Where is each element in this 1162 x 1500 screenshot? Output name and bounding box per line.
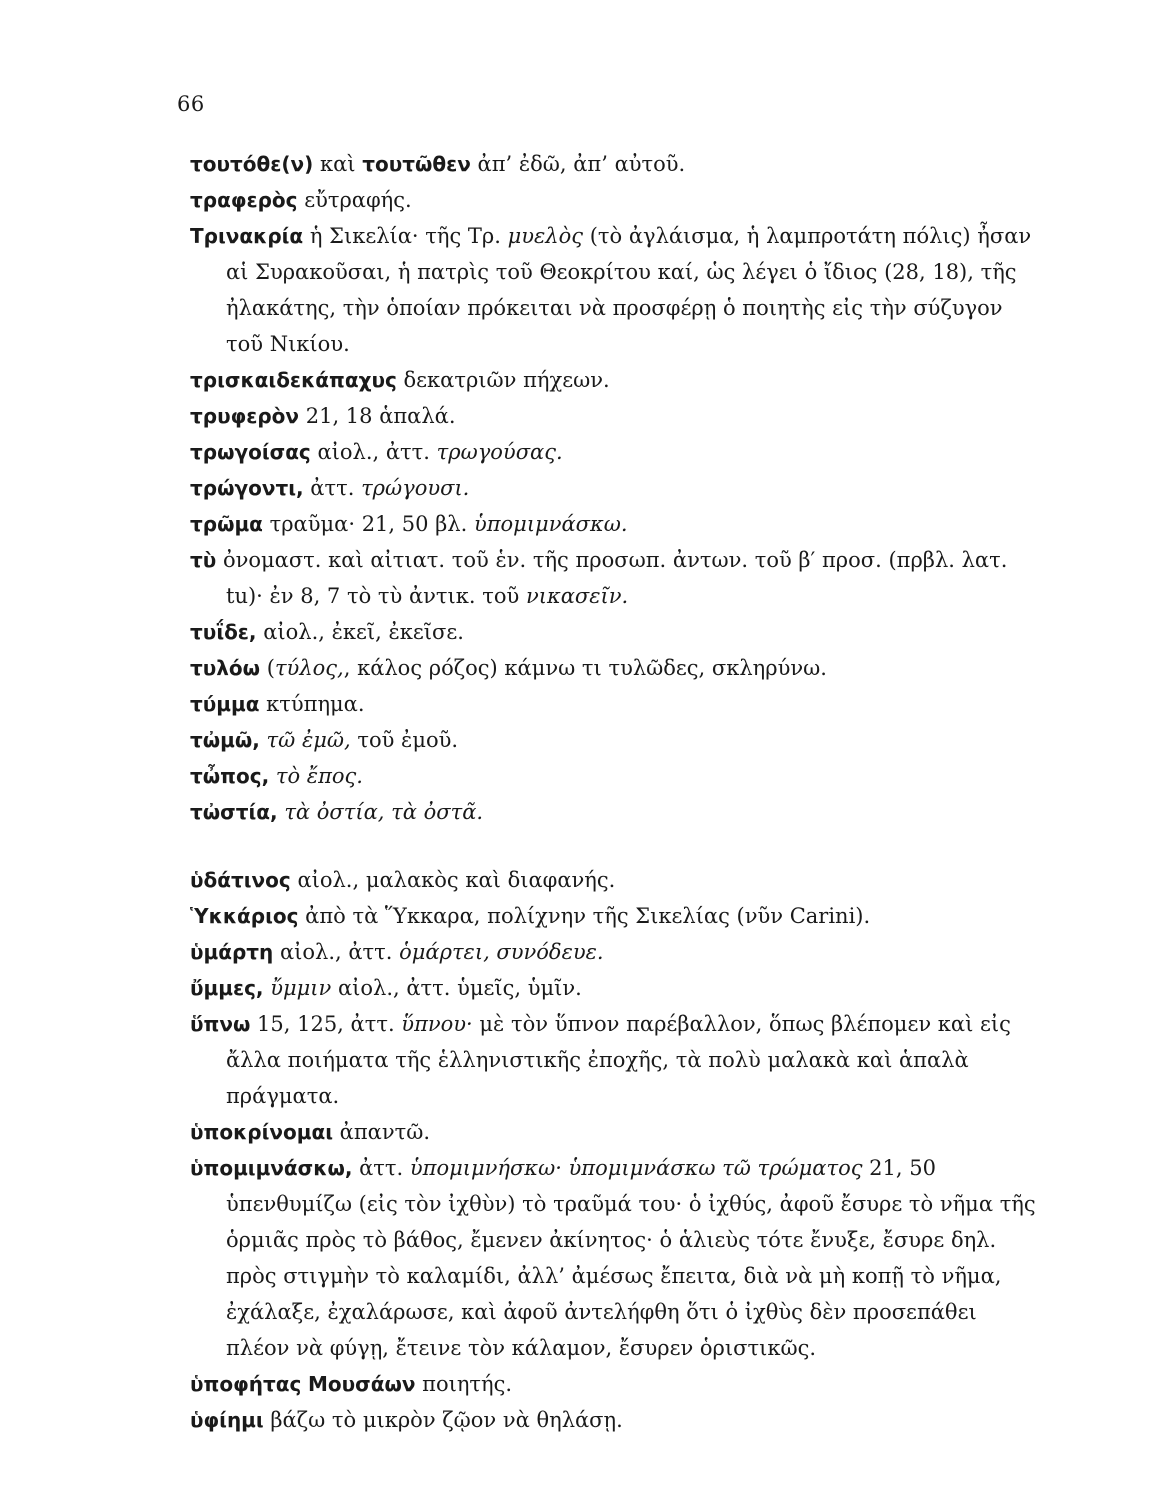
definition: αἰολ., μαλακὸς καὶ διαφανής. <box>290 868 616 892</box>
glossary-entry <box>190 898 1040 934</box>
headword: τρωγοίσας <box>190 440 311 464</box>
glossary-entry <box>190 1114 1040 1150</box>
glossary-entry <box>190 614 1040 650</box>
glossary-entry <box>190 794 1040 830</box>
glossary-entry <box>190 506 1040 542</box>
definition <box>301 1372 308 1396</box>
glossary-entry <box>190 722 1040 758</box>
glossary-entry <box>190 862 1040 898</box>
headword: τὠστία, <box>190 800 278 824</box>
definition-tail: αἰολ., ἀττ. ὑμεῖς, ὑμῖν. <box>331 976 582 1000</box>
headword: τρώγοντι, <box>190 476 304 500</box>
definition-tail: 21, 50 ὑπενθυμίζω (εἰς τὸν ἰχθὺν) τὸ τραῦμά του· ὁ ἰχθύς, ἀφοῦ ἔσυρε τὸ νῆμα τῆς ὁρμιᾶς πρὸς τὸ βάθος, ἔμενεν ἀκίνητος· ὁ ἁλιεὺς τότε ἔνυξε, ἔσυρε δηλ. πρὸς στιγμὴν τὸ καλαμίδι, ἀλλ’ ἀμέσως ἔπειτα, διὰ νὰ μὴ κοπῇ τὸ νῆμα, ἐχάλαξε, ἐχαλάρωσε, καὶ ἀφοῦ ἀντελήφθη ὅτι ὁ ἰχθὺς δὲν προσεπάθει πλέον νὰ φύγῃ, ἔτεινε τὸν κάλαμον, ἔσυρεν ὁριστικῶς. <box>226 1156 1036 1360</box>
definition: εὔτραφής. <box>297 188 412 212</box>
headword: Τρινακρία <box>190 224 304 248</box>
definition: 15, 125, ἀττ. <box>250 1012 402 1036</box>
headword: Ὑκκάριος <box>190 904 299 928</box>
glossary-entry <box>190 218 1040 362</box>
italic-term: τὸ ἔπος. <box>275 764 363 788</box>
definition: ἀττ. <box>352 1156 410 1180</box>
glossary-entry <box>190 1402 1040 1438</box>
headword: τυλόω <box>190 656 261 680</box>
italic-term: νικασεῖν. <box>525 584 629 608</box>
definition-tail: τοῦ ἐμοῦ. <box>350 728 459 752</box>
italic-term: μυελὸς <box>507 224 584 248</box>
glossary-entry <box>190 398 1040 434</box>
italic-term: ὔμμιν <box>270 976 332 1000</box>
definition: αἰολ., ἀττ. <box>310 440 437 464</box>
glossary-entry <box>190 686 1040 722</box>
definition-tail: , κάλος ρόζος) κάμνω τι τυλῶδες, σκληρύνω. <box>343 656 827 680</box>
definition: βάζω τὸ μικρὸν ζῷον νὰ θηλάσῃ. <box>263 1408 623 1432</box>
definition: αἰολ., ἀττ. <box>273 940 400 964</box>
italic-term: τὰ ὀστία, τὰ ὀστᾶ. <box>284 800 484 824</box>
glossary-entry <box>190 182 1040 218</box>
definition: καὶ <box>313 152 363 176</box>
headword: τυΐδε, <box>190 620 257 644</box>
definition-tail: μὲ τὸν ὕπνον παρέβαλλον, ὅπως βλέπομεν καὶ εἰς ἄλλα ποιήματα τῆς ἑλληνιστικῆς ἐποχῆς, τὰ πολὺ μαλακὰ καὶ ἁπαλὰ πράγματα. <box>226 1012 1011 1108</box>
headword: ὑπομιμνάσκω, <box>190 1156 353 1180</box>
headword: τύμμα <box>190 692 260 716</box>
headword: τρισκαιδεκάπαχυς <box>190 368 397 392</box>
italic-term: τύλος, <box>274 656 344 680</box>
headword: τὠμῶ, <box>190 728 260 752</box>
glossary-entry <box>190 758 1040 794</box>
definition: ἀττ. <box>303 476 362 500</box>
glossary-entries <box>190 146 1040 1438</box>
headword-variant: τουτῶθεν <box>362 152 471 176</box>
glossary-entry <box>190 362 1040 398</box>
definition: ὀνομαστ. καὶ αἰτιατ. τοῦ ἑν. τῆς προσωπ. ἀντων. τοῦ β′ προσ. (πρβλ. λατ. tu)· ἐν 8, 7 τὸ τὺ ἀντικ. τοῦ <box>216 548 1008 608</box>
italic-term: ὑπομιμνήσκω· ὑπομιμνάσκω τῶ τρώματος <box>409 1156 863 1180</box>
headword: ὑδάτινος <box>190 868 291 892</box>
glossary-entry <box>190 1150 1040 1366</box>
definition-cont: ποιητής. <box>415 1372 513 1396</box>
headword: τουτόθε(ν) <box>190 152 314 176</box>
italic-term: τρώγουσι. <box>361 476 470 500</box>
glossary-entry <box>190 434 1040 470</box>
definition: κτύπημα. <box>259 692 365 716</box>
definition: ἀπαντῶ. <box>333 1120 431 1144</box>
definition <box>260 728 267 752</box>
headword: ὔμμες, <box>190 976 264 1000</box>
headword-variant: Μουσάων <box>308 1372 416 1396</box>
glossary-entry <box>190 1366 1040 1402</box>
definition: ἡ Σικελία· τῆς Τρ. <box>303 224 508 248</box>
headword: ὑποκρίνομαι <box>190 1120 333 1144</box>
glossary-entry <box>190 542 1040 614</box>
definition: ἀπὸ τὰ Ὕκκαρα, πολίχνην τῆς Σικελίας (νῦν Carini). <box>298 904 871 928</box>
headword: τρυφερὸν <box>190 404 300 428</box>
definition-cont: ἀπ’ ἐδῶ, ἀπ’ αὐτοῦ. <box>470 152 686 176</box>
glossary-entry <box>190 146 1040 182</box>
glossary-entry <box>190 470 1040 506</box>
definition: ( <box>260 656 275 680</box>
headword: ὑφίημι <box>190 1408 264 1432</box>
headword: τρῶμα <box>190 512 263 536</box>
definition: δεκατριῶν πήχεων. <box>396 368 610 392</box>
definition: 21, 18 ἁπαλά. <box>299 404 456 428</box>
page-number: 66 <box>177 92 205 116</box>
glossary-entry <box>190 650 1040 686</box>
headword: ὑμάρτη <box>190 940 274 964</box>
headword: ὑποφήτας <box>190 1372 302 1396</box>
glossary-entry <box>190 934 1040 970</box>
italic-term: ὁμάρτει, συνόδευε. <box>399 940 604 964</box>
definition-tail: (τὸ ἀγλάισμα, ἡ λαμπροτάτη πόλις) ἦσαν αἱ Συρακοῦσαι, ἡ πατρὶς τοῦ Θεοκρίτου καί, ὡς λέγει ὁ ἴδιος (28, 18), τῆς ἠλακάτης, τὴν ὁποίαν πρόκειται νὰ προσφέρῃ ὁ ποιητὴς εἰς τὴν σύζυγον τοῦ Νικίου. <box>226 224 1032 356</box>
headword: τὦπος, <box>190 764 270 788</box>
italic-term: τρωγούσας. <box>436 440 563 464</box>
headword: τραφερὸς <box>190 188 298 212</box>
definition: αἰολ., ἐκεῖ, ἐκεῖσε. <box>256 620 464 644</box>
headword: ὕπνω <box>190 1012 251 1036</box>
italic-term: ὑπομιμνάσκω. <box>473 512 628 536</box>
headword: τὺ <box>190 548 217 572</box>
glossary-entry <box>190 970 1040 1006</box>
definition <box>269 764 276 788</box>
glossary-entry <box>190 1006 1040 1114</box>
italic-term: ὕπνου· <box>401 1012 473 1036</box>
definition: τραῦμα· 21, 50 βλ. <box>262 512 474 536</box>
italic-term: τῶ ἐμῶ, <box>266 728 351 752</box>
